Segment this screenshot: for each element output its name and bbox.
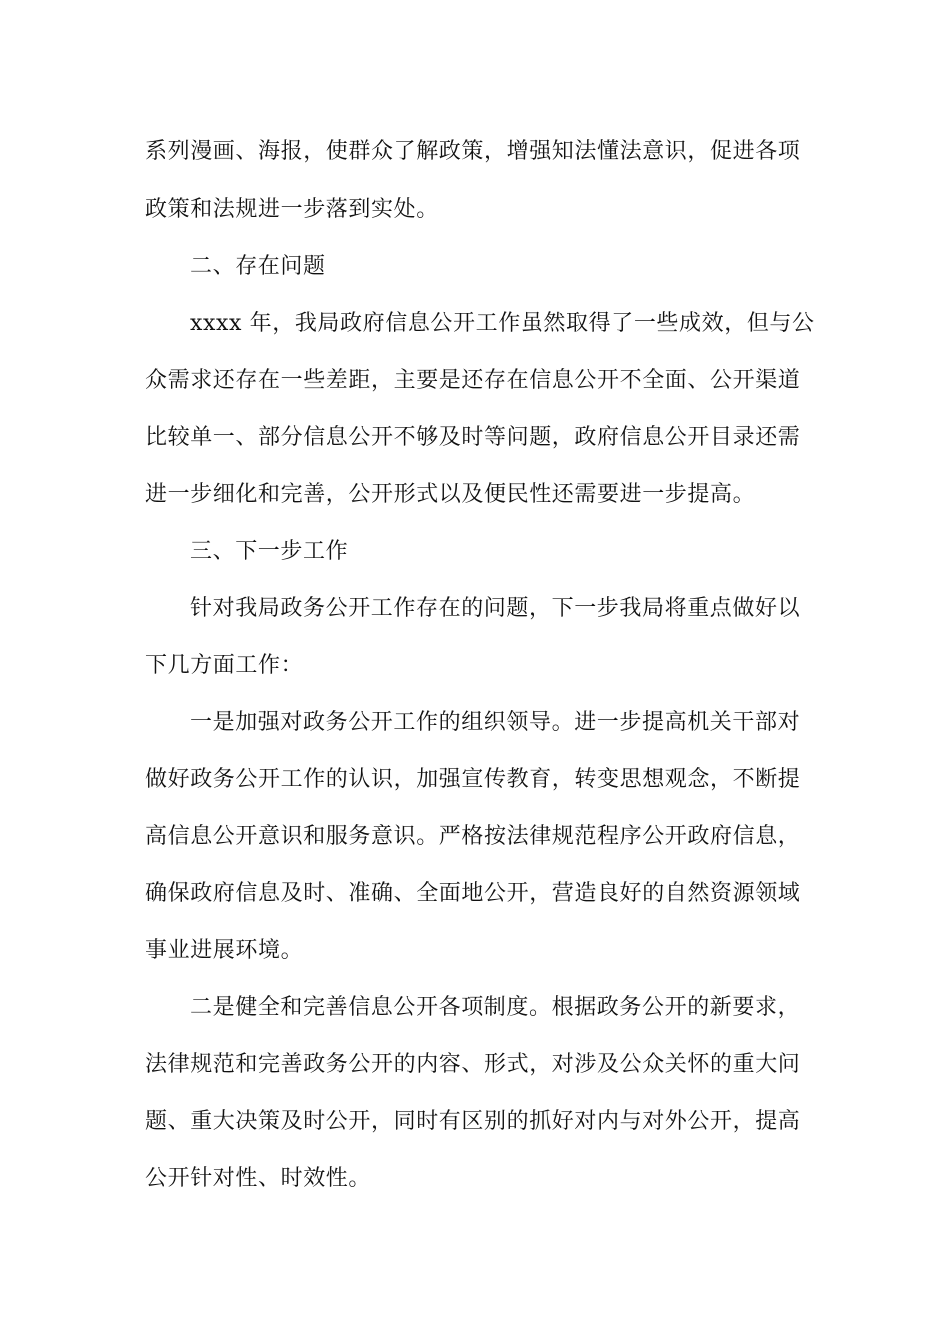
section-heading: 二、存在问题 (190, 254, 326, 279)
body-text-line: 确保政府信息及时、准确、全面地公开，营造良好的自然资源领域 (145, 881, 801, 906)
body-text-line: 法律规范和完善政务公开的内容、形式，对涉及公众关怀的重大问 (145, 1052, 801, 1077)
body-text-line: 比较单一、部分信息公开不够及时等问题，政府信息公开目录还需 (145, 425, 801, 450)
body-text-line: 题、重大决策及时公开，同时有区别的抓好对内与对外公开，提高 (145, 1109, 801, 1134)
paragraph-first-line: 一是加强对政务公开工作的组织领导。进一步提高机关干部对 (190, 710, 801, 735)
body-text-line: 事业进展环境。 (145, 938, 304, 963)
body-text-line: 政策和法规进一步落到实处。 (145, 197, 439, 222)
body-text-line: 做好政务公开工作的认识，加强宣传教育，转变思想观念，不断提 (145, 767, 801, 792)
body-text-line: 高信息公开意识和服务意识。严格按法律规范程序公开政府信息， (145, 824, 801, 849)
body-text-line: 公开针对性、时效性。 (145, 1166, 372, 1191)
body-text-line: 系列漫画、海报，使群众了解政策，增强知法懂法意识，促进各项 (145, 139, 801, 164)
paragraph-first-line: xxxx 年，我局政府信息公开工作虽然取得了一些成效，但与公 (190, 311, 815, 336)
paragraph-first-line: 二是健全和完善信息公开各项制度。根据政务公开的新要求， (190, 995, 801, 1020)
section-heading: 三、下一步工作 (190, 539, 349, 564)
body-text-line: 进一步细化和完善，公开形式以及便民性还需要进一步提高。 (145, 482, 756, 507)
paragraph-first-line: 针对我局政务公开工作存在的问题，下一步我局将重点做好以 (190, 596, 801, 621)
body-text-line: 下几方面工作： (145, 653, 304, 678)
body-text-line: 众需求还存在一些差距，主要是还存在信息公开不全面、公开渠道 (145, 368, 801, 393)
